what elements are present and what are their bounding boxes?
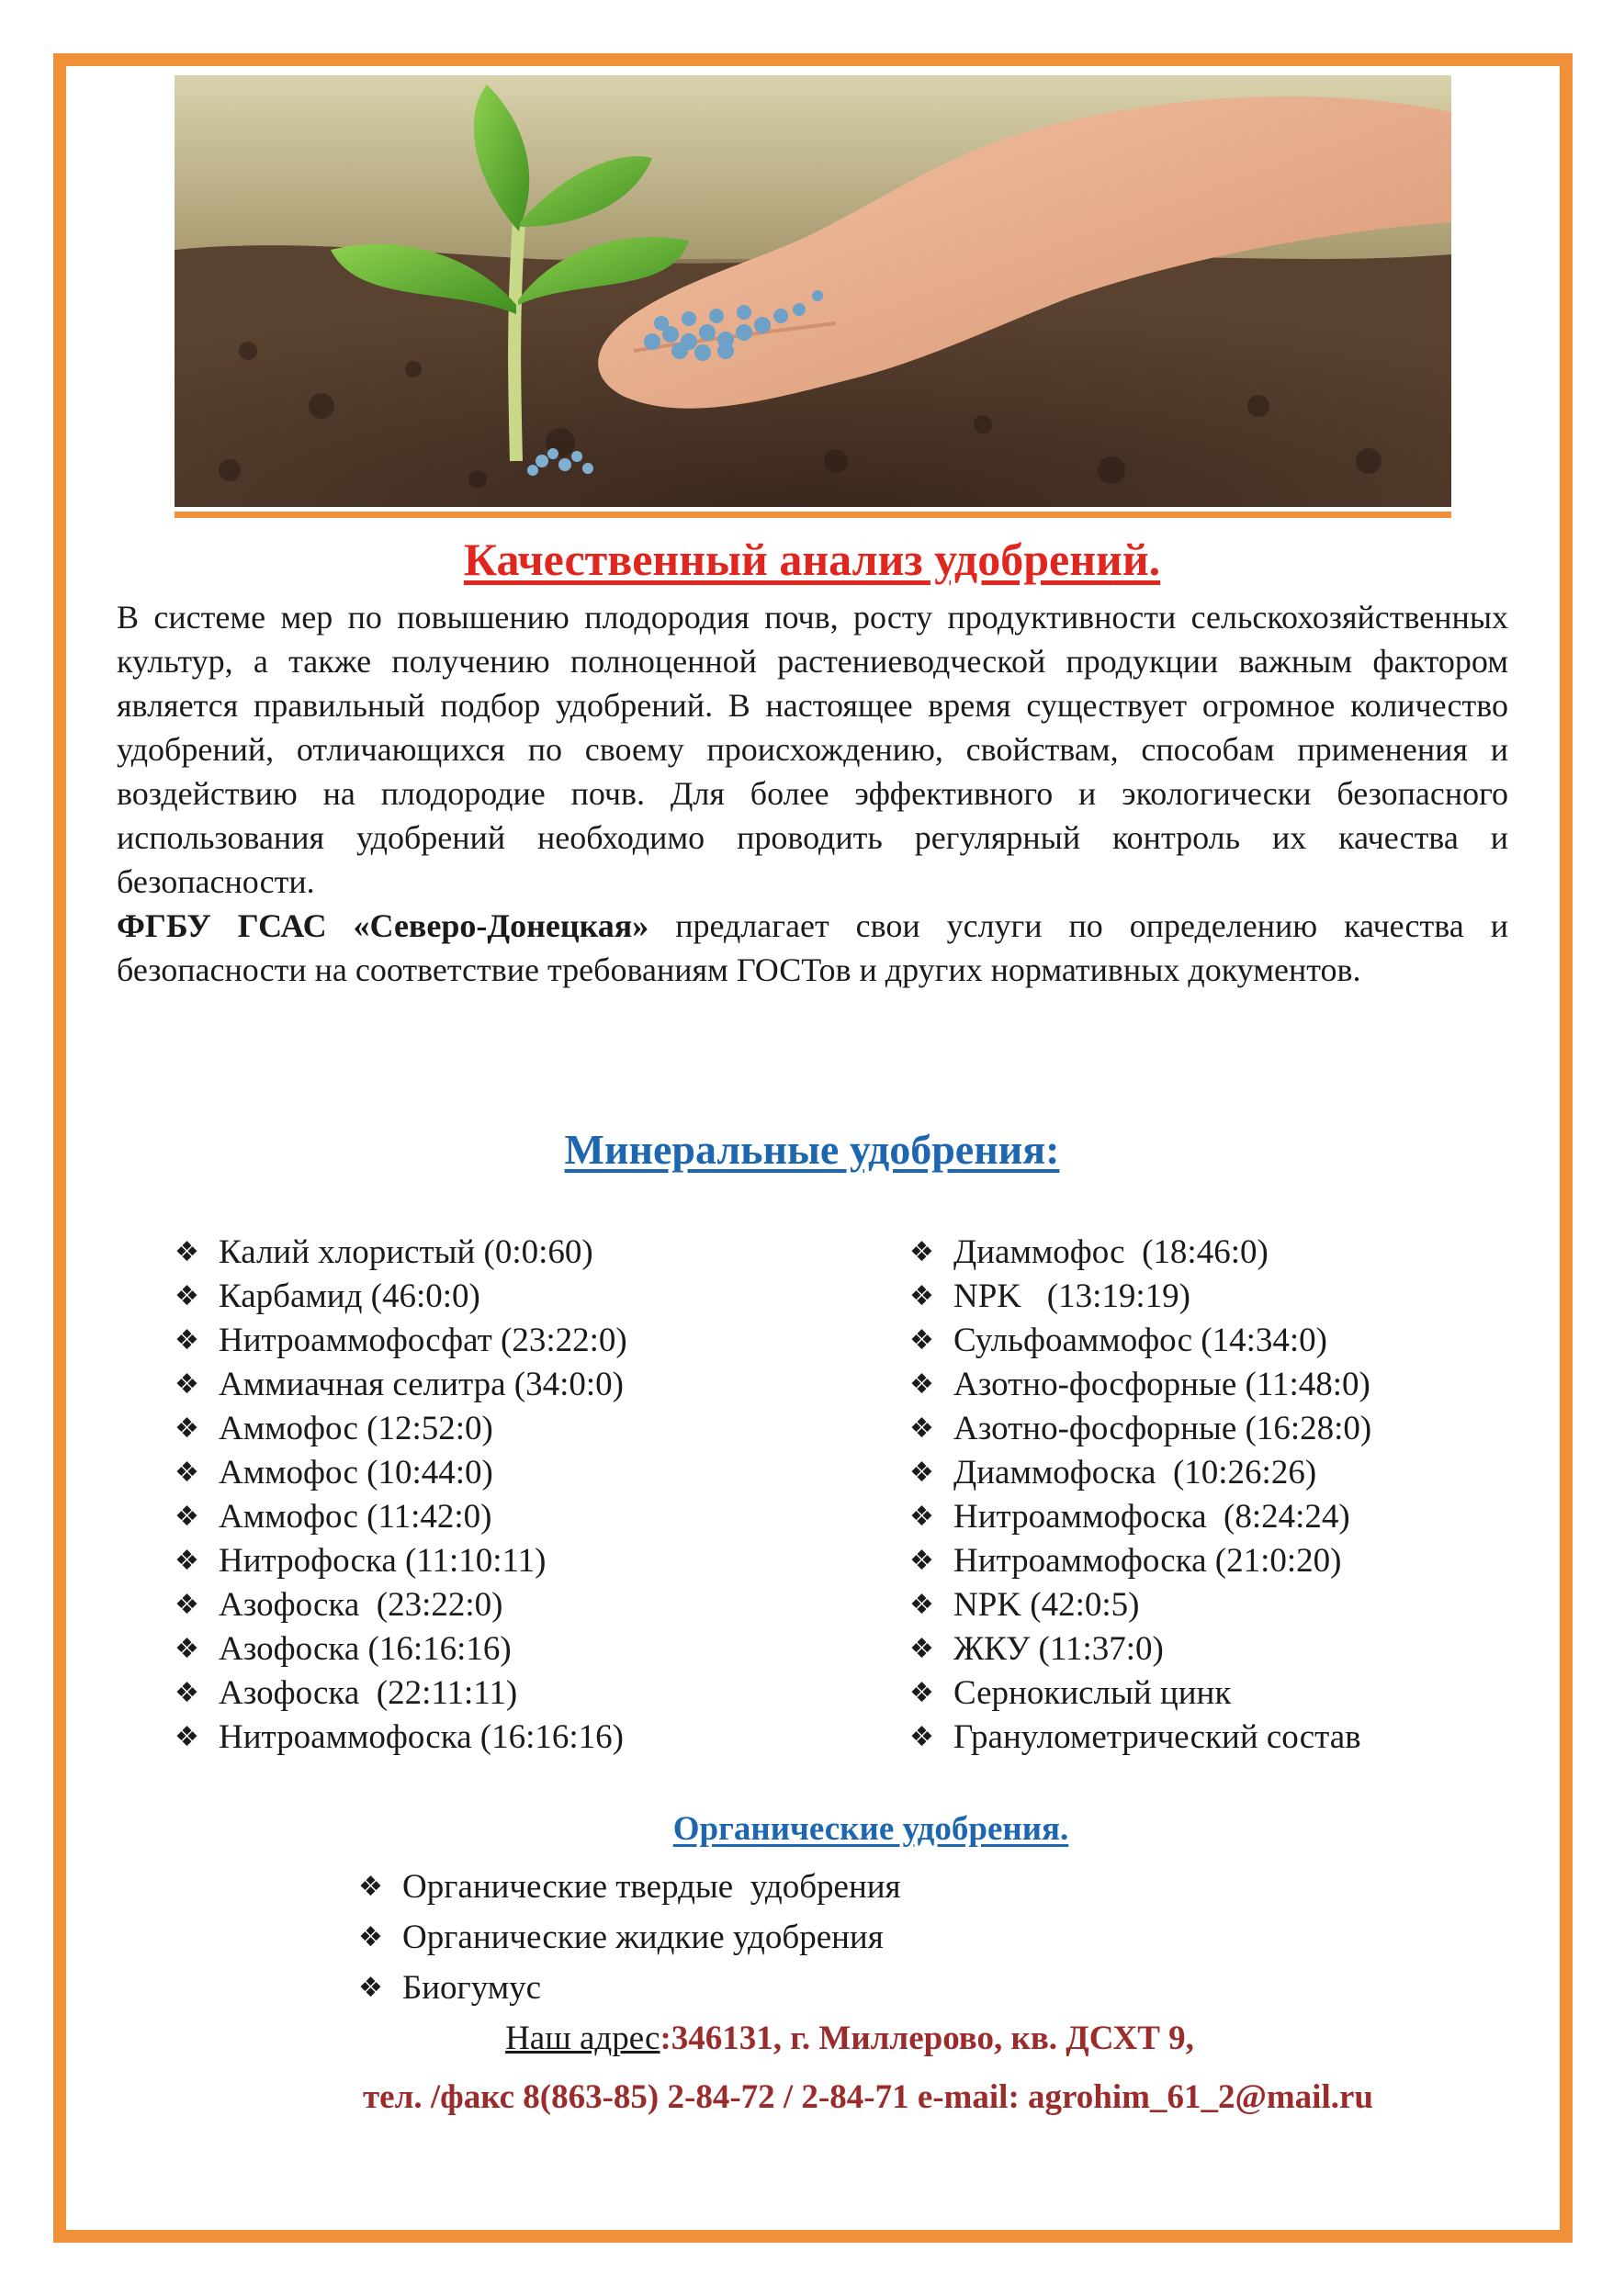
address-value: :346131, г. Миллерово, кв. ДСХТ 9, <box>660 2020 1194 2057</box>
list-item <box>175 1363 627 1407</box>
list-item <box>909 1671 1371 1716</box>
mineral-heading: Минеральные удобрения: <box>564 1126 1060 1173</box>
diamond-bullet-icon: ❖ <box>175 1589 199 1621</box>
list-item-label: Гранулометрический состав <box>953 1718 1361 1756</box>
list-item <box>175 1319 627 1363</box>
list-item-label: Азотно-фосфорные (16:28:0) <box>953 1410 1372 1447</box>
list-item <box>909 1231 1371 1275</box>
phone-email-line: тел. /факс 8(863-85) 2-84-72 / 2-84-71 e-mail: agrohim_61_2@mail.ru <box>362 2078 1373 2116</box>
diamond-bullet-icon: ❖ <box>175 1324 199 1356</box>
diamond-bullet-icon: ❖ <box>175 1545 199 1577</box>
list-item <box>909 1539 1371 1583</box>
list-item-label: Аммофос (10:44:0) <box>219 1454 493 1491</box>
diamond-bullet-icon: ❖ <box>358 1871 383 1903</box>
list-item <box>909 1407 1371 1451</box>
diamond-bullet-icon: ❖ <box>909 1633 934 1665</box>
organic-list <box>358 1862 901 2013</box>
list-item <box>909 1363 1371 1407</box>
list-item <box>358 1862 901 1912</box>
list-item <box>909 1451 1371 1495</box>
hero-image <box>175 75 1451 507</box>
organization-name: ФГБУ ГСАС «Северо-Донецкая» <box>117 907 649 944</box>
list-item-label: NPK (42:0:5) <box>953 1586 1140 1624</box>
address-line <box>0 2019 1624 2058</box>
list-item-label: Нитрофоска (11:10:11) <box>219 1542 547 1580</box>
list-item-label: Аммофос (11:42:0) <box>219 1498 492 1536</box>
list-item-label: Азофоска (22:11:11) <box>219 1674 518 1712</box>
list-item <box>175 1583 627 1627</box>
diamond-bullet-icon: ❖ <box>358 1921 383 1953</box>
list-item <box>175 1671 627 1716</box>
list-item-label: Азофоска (23:22:0) <box>219 1586 503 1624</box>
address-label: Наш адрес <box>505 2020 660 2057</box>
seedling-hand-illustration <box>175 75 1451 507</box>
organic-heading: Органические удобрения. <box>672 1810 1069 1848</box>
list-item-label: Органические твердые удобрения <box>402 1868 901 1906</box>
list-item <box>175 1495 627 1539</box>
diamond-bullet-icon: ❖ <box>909 1368 934 1401</box>
diamond-bullet-icon: ❖ <box>175 1721 199 1753</box>
list-item-label: Азофоска (16:16:16) <box>219 1630 512 1668</box>
diamond-bullet-icon: ❖ <box>909 1280 934 1312</box>
diamond-bullet-icon: ❖ <box>909 1721 934 1753</box>
diamond-bullet-icon: ❖ <box>909 1589 934 1621</box>
diamond-bullet-icon: ❖ <box>175 1677 199 1709</box>
list-item-label: Нитроаммофоска (16:16:16) <box>219 1718 625 1756</box>
list-item-label: Карбамид (46:0:0) <box>219 1277 480 1315</box>
hero-divider <box>175 512 1451 518</box>
list-item-label: Аммиачная селитра (34:0:0) <box>219 1366 624 1403</box>
diamond-bullet-icon: ❖ <box>175 1501 199 1533</box>
list-item <box>358 1912 901 1963</box>
list-item <box>175 1716 627 1760</box>
list-item <box>358 1963 901 2013</box>
diamond-bullet-icon: ❖ <box>909 1501 934 1533</box>
intro-paragraph: В системе мер по повышению плодородия почв, росту продуктивности сельскохозяйственных культур, а также получению полноценной растениеводческой продукции важным фактором является правильный подбор удобрений. В настоящее время существует огромное количество удобрений, отличающихся по своему происхождению, свойствам, способам применения и воздействию на плодородие почв. Для более эффективного и экологически безопасного использования удобрений необходимо проводить регулярный контроль их качества и безопасности. <box>117 599 1508 900</box>
list-item-label: Азотно-фосфорные (11:48:0) <box>953 1366 1370 1403</box>
list-item-label: Диаммофоска (10:26:26) <box>953 1454 1317 1491</box>
list-item-label: Диаммофос (18:46:0) <box>953 1233 1269 1271</box>
list-item <box>175 1231 627 1275</box>
intro-text <box>117 595 1508 992</box>
diamond-bullet-icon: ❖ <box>909 1412 934 1445</box>
list-item <box>909 1319 1371 1363</box>
list-item <box>909 1583 1371 1627</box>
list-item-label: ЖКУ (11:37:0) <box>953 1630 1164 1668</box>
list-item <box>909 1716 1371 1760</box>
list-item-label: Нитроаммофоска (8:24:24) <box>953 1498 1350 1536</box>
list-item <box>175 1539 627 1583</box>
diamond-bullet-icon: ❖ <box>909 1545 934 1577</box>
diamond-bullet-icon: ❖ <box>358 1972 383 2004</box>
diamond-bullet-icon: ❖ <box>175 1633 199 1665</box>
list-item <box>175 1627 627 1671</box>
diamond-bullet-icon: ❖ <box>175 1368 199 1401</box>
list-item-label: Нитроаммофоска (21:0:20) <box>953 1542 1342 1580</box>
diamond-bullet-icon: ❖ <box>175 1280 199 1312</box>
list-item <box>909 1275 1371 1319</box>
list-item-label: Сернокислый цинк <box>953 1674 1232 1712</box>
list-item <box>175 1407 627 1451</box>
list-item <box>175 1275 627 1319</box>
services-paragraph <box>117 904 1508 992</box>
services-text: предлагает свои услуги по определению качества и безопасности на соответствие требованиям ГОСТов и других нормативных документов. <box>117 907 1508 988</box>
list-item-label: Нитроаммофосфат (23:22:0) <box>219 1322 627 1359</box>
diamond-bullet-icon: ❖ <box>175 1236 199 1268</box>
diamond-bullet-icon: ❖ <box>909 1677 934 1709</box>
mineral-list-left <box>175 1231 627 1760</box>
list-item-label: Биогумус <box>402 1969 542 2007</box>
list-item <box>909 1495 1371 1539</box>
diamond-bullet-icon: ❖ <box>909 1457 934 1489</box>
diamond-bullet-icon: ❖ <box>909 1324 934 1356</box>
page-title: Качественный анализ удобрений. <box>463 534 1161 585</box>
diamond-bullet-icon: ❖ <box>909 1236 934 1268</box>
diamond-bullet-icon: ❖ <box>175 1412 199 1445</box>
list-item-label: Калий хлористый (0:0:60) <box>219 1233 593 1271</box>
list-item <box>909 1627 1371 1671</box>
list-item-label: NPK (13:19:19) <box>953 1277 1190 1315</box>
list-item-label: Аммофос (12:52:0) <box>219 1410 493 1447</box>
list-item <box>175 1451 627 1495</box>
list-item-label: Органические жидкие удобрения <box>402 1919 884 1956</box>
diamond-bullet-icon: ❖ <box>175 1457 199 1489</box>
mineral-list-right <box>909 1231 1371 1760</box>
list-item-label: Сульфоаммофос (14:34:0) <box>953 1322 1327 1359</box>
